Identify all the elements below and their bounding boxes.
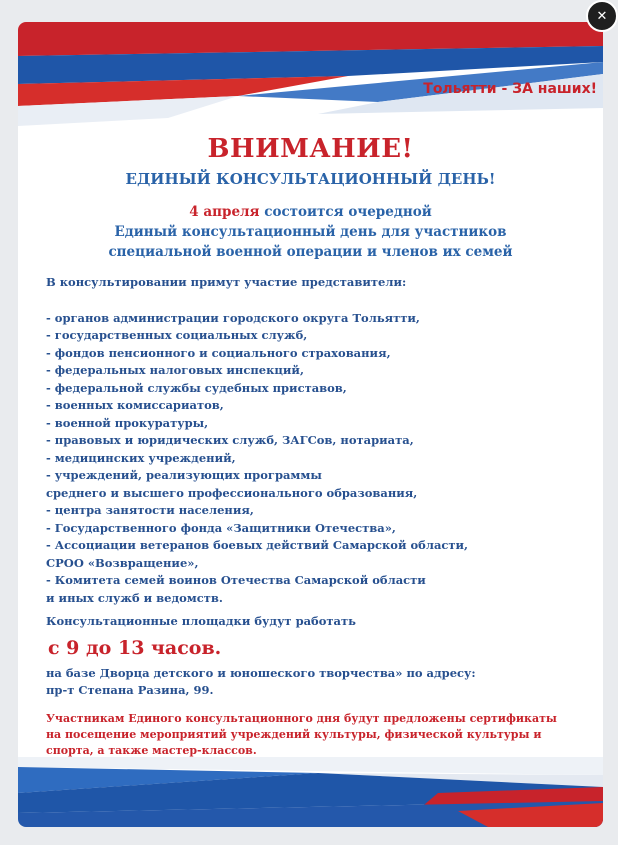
participants-intro: В консультировании примут участие представители: (46, 275, 407, 289)
poster-card (18, 22, 603, 827)
participants-list (46, 310, 573, 608)
slogan-text: Тольятти - ЗА наших! (423, 81, 597, 97)
announce-line-1 (18, 202, 603, 222)
list-item: - федеральных налоговых инспекций, (46, 363, 304, 377)
list-item: - медицинских учреждений, (46, 450, 236, 465)
announce-line-1-rest: состоится очередной (259, 204, 432, 220)
attention-title: ВНИМАНИЕ! (207, 134, 414, 164)
list-item: - военной прокуратуры, (46, 415, 209, 430)
poster-content (18, 134, 603, 759)
list-item: среднего и высшего профессионального образования, (46, 485, 418, 500)
bottom-flag-banner (18, 757, 603, 827)
address-line-1: на базе Дворца детского и юношеского творчества» по адресу: (46, 665, 476, 680)
work-line: Консультационные площадки будут работать (46, 614, 356, 628)
list-item: - Государственного фонда «Защитники Отечества», (46, 520, 396, 535)
list-item: - государственных социальных служб, (46, 328, 308, 342)
close-icon[interactable]: ✕ (586, 0, 618, 32)
list-item: - Ассоциации ветеранов боевых действий Самарской области, (46, 538, 469, 552)
event-date: 4 апреля (189, 204, 260, 220)
address-line-2: пр-т Степана Разина, 99. (46, 682, 214, 697)
list-item: - военных комиссариатов, (46, 398, 224, 412)
list-item: и иных служб и ведомств. (46, 590, 223, 605)
list-item: - федеральной службы судебных приставов, (46, 380, 347, 395)
address-block (18, 665, 603, 699)
list-item: - учреждений, реализующих программы (46, 468, 322, 482)
certificates-note: Участникам Единого консультационного дня будут предложены сертификаты на посещение мероприятий учреждений культуры, физической культуры и спорта, а также мастер-классов. (46, 711, 557, 757)
announce-line-2: Единый консультационный день для участников (114, 224, 507, 240)
body-text (18, 274, 603, 631)
list-item: - органов администрации городского округа Тольятти, (46, 310, 420, 325)
list-item: - центра занятости населения, (46, 503, 254, 517)
working-hours: с 9 до 13 часов. (48, 636, 222, 659)
list-item: - Комитета семей воинов Отечества Самарской области (46, 573, 426, 587)
announcement (18, 202, 603, 262)
list-item: СРОО «Возвращение», (46, 555, 199, 570)
list-item: - фондов пенсионного и социального страхования, (46, 345, 391, 360)
announce-line-3: специальной военной операции и членов их семей (108, 244, 513, 260)
list-item: - правовых и юридических служб, ЗАГСов, нотариата, (46, 433, 414, 447)
event-subtitle: ЕДИНЫЙ КОНСУЛЬТАЦИОННЫЙ ДЕНЬ! (125, 170, 496, 188)
